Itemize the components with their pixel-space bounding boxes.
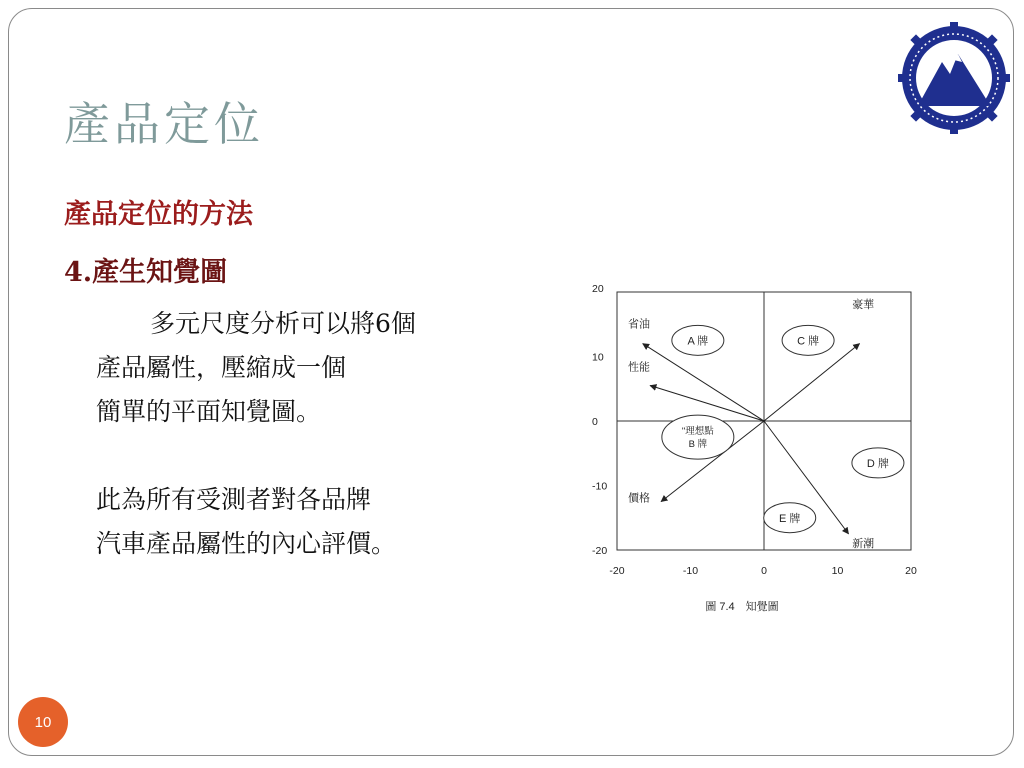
y-tick-label: -20 [592, 545, 608, 557]
step-heading: 4.產生知覺圖 [64, 257, 228, 288]
x-tick-label: -10 [682, 565, 699, 577]
slide-title: 產品定位 [64, 97, 264, 151]
attribute-label: 價格 [628, 492, 651, 505]
paragraph1-line: 多元尺度分析可以將6個 [150, 309, 416, 338]
paragraph1-line: 簡單的平面知覺圖。 [96, 397, 322, 426]
x-tick-label: 0 [761, 565, 767, 577]
brand-label: C 牌 [797, 335, 820, 348]
chart-caption: 圖 7.4 知覺圖 [705, 601, 779, 613]
method-heading: 產品定位的方法 [64, 199, 253, 230]
paragraph2-line: 此為所有受測者對各品牌 [96, 485, 372, 514]
attribute-label: 省油 [628, 318, 651, 331]
body-text [96, 302, 536, 566]
perceptual-map [580, 282, 920, 622]
brand-label: A 牌 [687, 335, 709, 348]
institute-logo [898, 22, 1010, 134]
x-tick-label: 10 [831, 565, 844, 577]
paragraph2-line: 汽車產品屬性的內心評價。 [96, 529, 397, 558]
x-tick-label: -20 [609, 565, 625, 577]
brand-label: "理想點 [681, 426, 714, 438]
attribute-label: 新潮 [852, 537, 875, 550]
paragraph1-line: 產品屬性，壓縮成一個 [96, 353, 347, 382]
attribute-label: 性能 [628, 361, 651, 374]
brand-label: D 牌 [866, 457, 889, 470]
y-tick-label: 10 [592, 351, 604, 364]
brand-ellipse [662, 415, 734, 459]
y-tick-label: 20 [592, 283, 604, 295]
y-tick-label: -10 [592, 480, 608, 493]
brand-label: E 牌 [779, 512, 801, 525]
attribute-label: 豪華 [852, 299, 875, 312]
y-tick-label: 0 [592, 416, 598, 428]
brand-label: B 牌 [688, 439, 708, 451]
page-number-badge: 10 [18, 697, 68, 747]
x-tick-label: 20 [905, 565, 917, 577]
perceptual-map-svg [580, 282, 920, 622]
